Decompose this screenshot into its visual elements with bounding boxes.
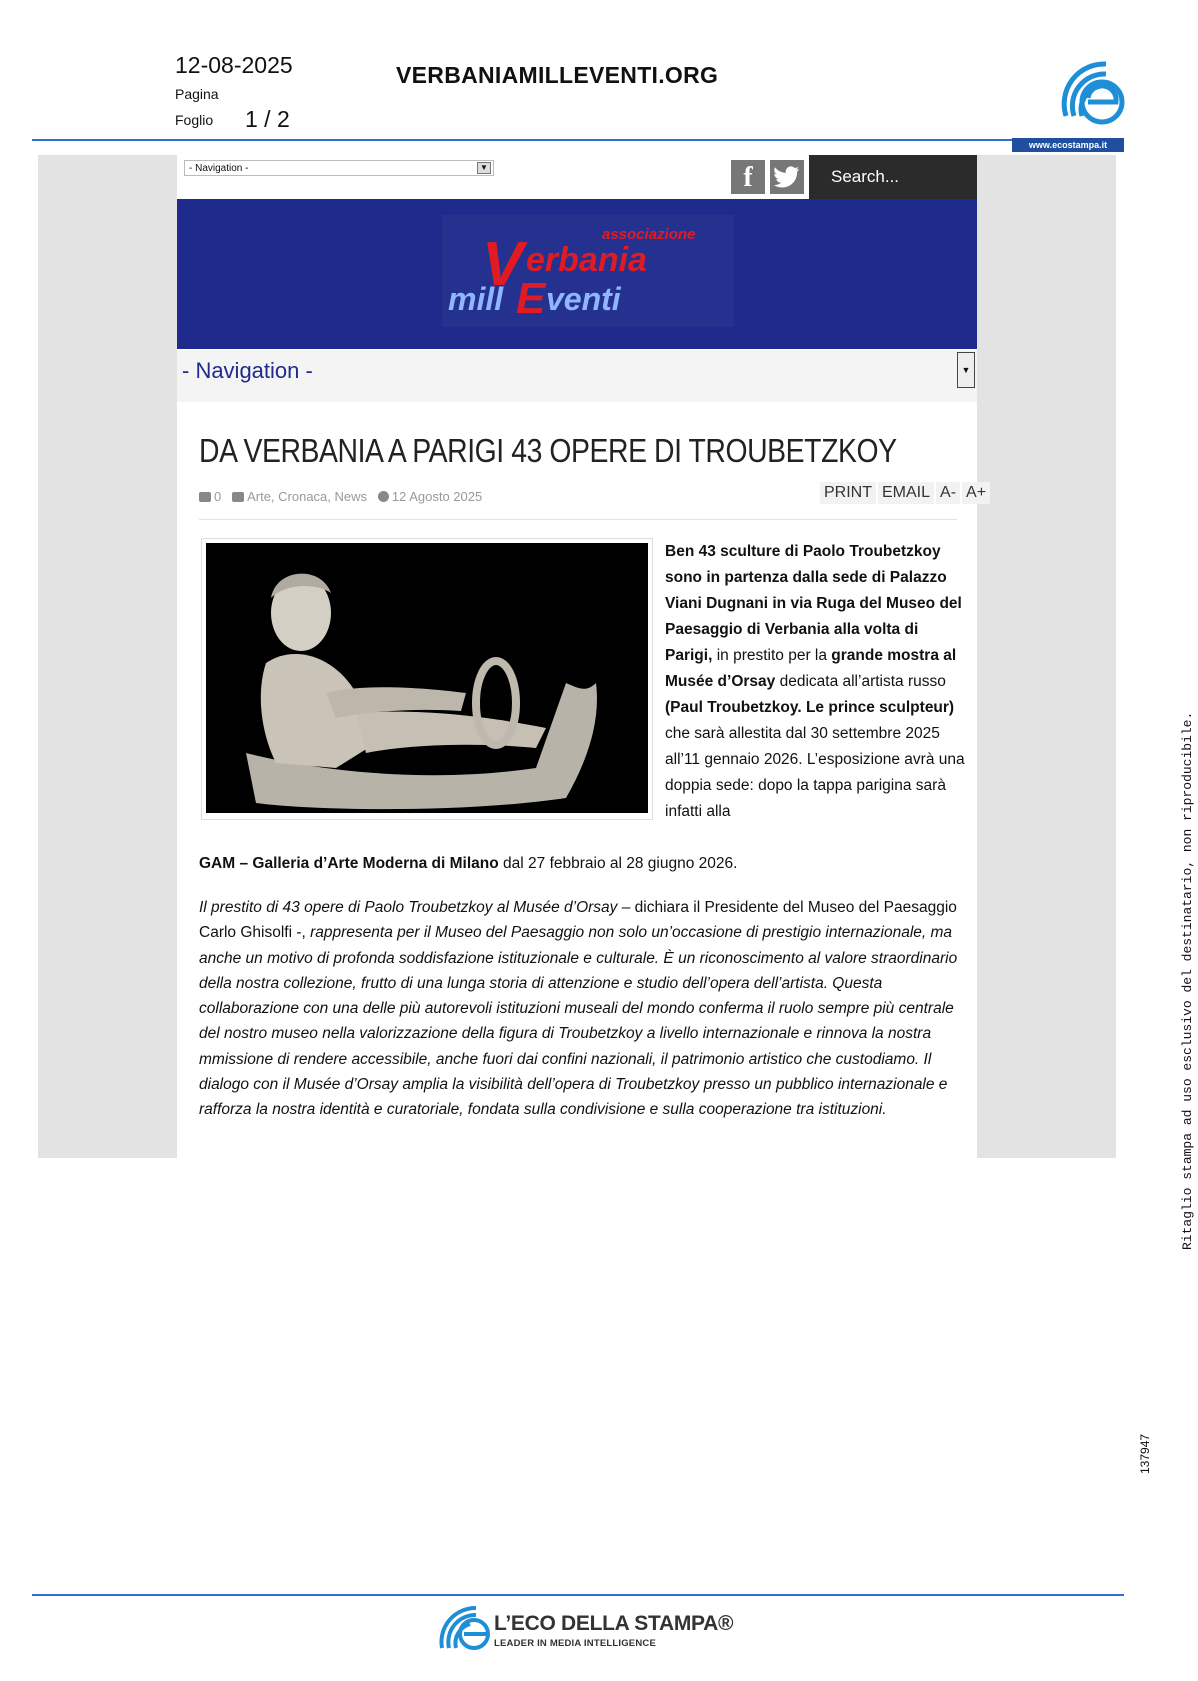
chevron-down-icon: ▼ (477, 162, 491, 174)
quote-italic-2: rappresenta per il Museo del Paesaggio non solo un’occasione di prestigio internazionale, ma anche un motivo di profonda soddisfazione istituzionale e culturale. È un riconoscimento al valore straordinario della nostra collezione, frutto di una lunga storia di attenzione e studio dell’opera dell’artista. Questa collaborazione con una delle più autorevoli istituzioni museali del mondo conferma il ruolo sempre più centrale del nostro museo nella valorizzazione della figura di Troubetzkoy a livello internazionale e rinnova la nostra mmissione di rendere accessibile, anche fuori dai confini nazionali, il patrimonio artistico che custodiamo. Il dialogo con il Musée d’Orsay amplia la visibilità dell’opera di Troubetzkoy presso un pubblico internazionale e rafforza la nostra identità e curatoriale, fondata sulla condivisione e sulla cooperazione tra istituzioni. (199, 924, 958, 1119)
article-lead-end (199, 851, 969, 877)
article-title: DA VERBANIA A PARIGI 43 OPERE DI TROUBETZKOY (199, 432, 897, 469)
nav-select-top-label: - Navigation - (189, 163, 249, 174)
font-decrease-button[interactable]: A- (936, 482, 960, 504)
ecostampa-badge: www.ecostampa.it (1012, 138, 1124, 152)
clip-date: 12-08-2025 (175, 52, 293, 78)
header-divider (32, 139, 1124, 141)
lead-bold-1: Ben 43 sculture di Paolo Troubetzkoy sono in partenza dalla sede di Palazzo Viani Dugnani in via Ruga del Museo del Paesaggio di Verbania alla volta di Parigi, (665, 543, 962, 664)
article-meta (199, 489, 482, 504)
footer-brand: L’ECO DELLA STAMPA® (494, 1612, 734, 1635)
twitter-icon[interactable] (770, 160, 804, 194)
lead-bold-2: grande mostra al Musée d’Orsay (665, 647, 957, 690)
twitter-bird-icon (774, 166, 800, 188)
footer-divider (32, 1594, 1124, 1596)
article-quote (199, 895, 969, 1123)
article-categories[interactable]: Arte, Cronaca, News (247, 489, 368, 504)
ecostampa-logo-icon (1058, 56, 1126, 128)
lead-end-text: dal 27 febbraio al 28 giugno 2026. (498, 855, 738, 872)
lead-bold-3: (Paul Troubetzkoy. Le prince sculpteur) (665, 699, 955, 716)
quote-italic-1: Il prestito di 43 opere di Paolo Troubetzkoy al Musée d’Orsay (199, 899, 622, 916)
source-title: VERBANIAMILLEVENTI.ORG (396, 62, 719, 88)
footer-tagline: LEADER IN MEDIA INTELLIGENCE (494, 1638, 657, 1649)
font-increase-button[interactable]: A+ (962, 482, 990, 504)
article-lead (665, 539, 965, 825)
calendar-icon (232, 492, 244, 502)
logo-venti-text: venti (546, 281, 621, 317)
logo-v-text: V (482, 230, 524, 299)
pagina-label: Pagina (175, 86, 219, 102)
lead-end-bold: GAM – Galleria d’Arte Moderna di Milano (199, 855, 499, 872)
verbania-milleventi-logo[interactable] (442, 215, 734, 327)
article-date: 12 Agosto 2025 (391, 489, 483, 504)
logo-associazione-text: associazione (602, 226, 696, 243)
comment-icon (199, 492, 211, 502)
copyright-notice: Ritaglio stampa ad uso esclusivo del destinatario, non riproducibile. (1180, 711, 1195, 1250)
lead-text-2: dedicata all’artista russo (775, 673, 946, 690)
logo-erbania-text: erbania (526, 241, 647, 279)
sculpture-image (206, 543, 648, 813)
clip-code: 137947 (1138, 1433, 1152, 1474)
email-button[interactable]: EMAIL (878, 482, 934, 504)
eco-della-stampa-logo-icon (436, 1602, 494, 1654)
facebook-icon[interactable]: f (731, 160, 765, 194)
comment-count[interactable]: 0 (214, 489, 222, 504)
foglio-label: Foglio (175, 112, 214, 128)
logo-mill-text: mill (448, 281, 504, 317)
clock-icon (378, 491, 389, 502)
logo-e-text: E (516, 274, 546, 323)
main-nav-label[interactable]: - Navigation - (182, 358, 313, 383)
lead-text-1: in prestito per la (712, 647, 832, 664)
article-photo (206, 543, 648, 813)
nav-select-top[interactable] (184, 160, 494, 176)
meta-divider (199, 519, 957, 520)
print-button[interactable]: PRINT (820, 482, 876, 504)
quote-attribution: – dichiara il Presidente del Museo del Paesaggio Carlo Ghisolfi -, (199, 899, 957, 942)
search-input[interactable]: Search... (809, 155, 977, 199)
chevron-down-icon[interactable]: ▼ (957, 352, 975, 388)
article-tools (818, 482, 990, 504)
lead-text-3: che sarà allestita dal 30 settembre 2025 all’11 gennaio 2026. L’esposizione avrà una doppia sede: dopo la tappa parigina sarà infatti alla (665, 725, 965, 820)
foglio-value: 1 / 2 (245, 106, 290, 132)
